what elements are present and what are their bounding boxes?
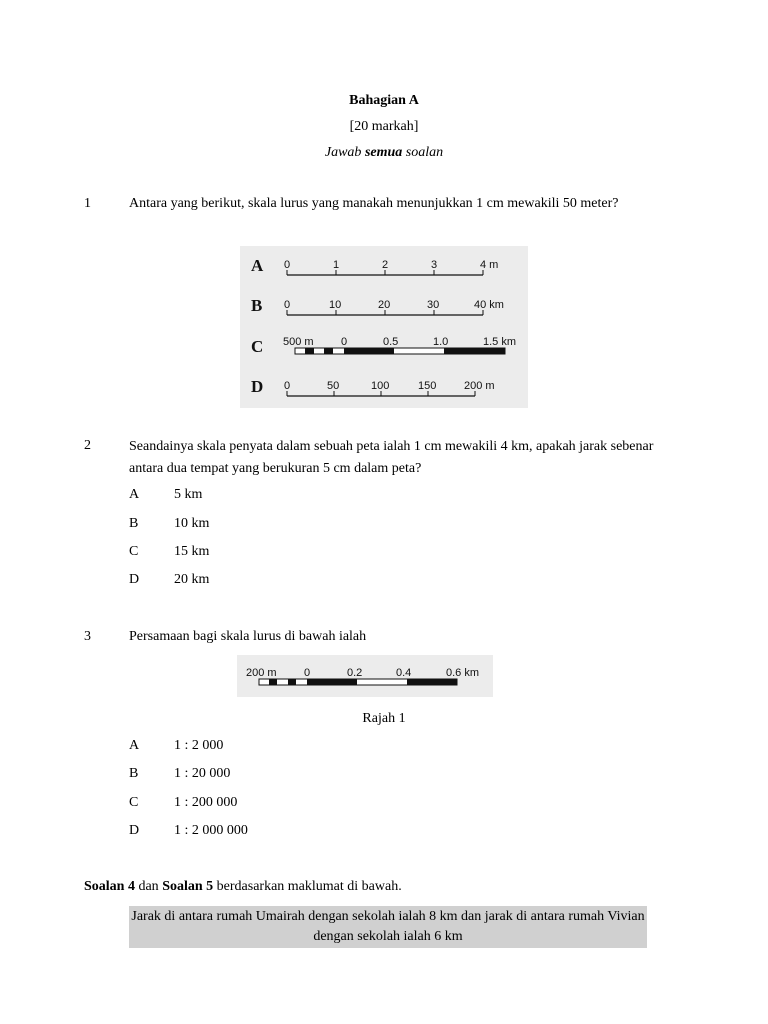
q2-option-value: 5 km: [174, 487, 203, 502]
q3-option-value: 1 : 20 000: [174, 766, 231, 781]
section-marks: [20 markah]: [349, 119, 419, 134]
scale-d-label: 0: [284, 380, 291, 392]
q2-option-label: C: [129, 544, 139, 559]
scale-a-label: 0: [284, 259, 291, 271]
q3-number: 3: [84, 629, 91, 644]
q1-number: 1: [84, 196, 91, 211]
instruction-bold: semua: [364, 145, 403, 160]
scale-a-label: 2: [382, 259, 389, 271]
scale-a-label: 3: [431, 259, 438, 271]
q3-option-value: 1 : 200 000: [174, 795, 238, 810]
scale-d-label: 200 m: [464, 380, 495, 392]
scale-c-label: 0.5: [383, 336, 399, 348]
q45-intro-mid: dan: [138, 879, 159, 894]
q45-intro-bold-2: Soalan 5: [162, 879, 214, 894]
section-title: Bahagian A: [349, 93, 419, 108]
scale-b-label: 0: [284, 299, 291, 311]
q2-option-label: B: [129, 516, 139, 531]
q2-option-label: D: [129, 572, 140, 587]
scale-b: [284, 299, 504, 315]
scale-d: [284, 380, 495, 396]
q45-intro-end: berdasarkan maklumat di bawah.: [216, 879, 402, 894]
scale-a-label: 1: [333, 259, 340, 271]
q3-option-label: B: [129, 766, 139, 781]
q3-scale-label: 0.6 km: [446, 667, 480, 679]
scale-c-label: 1.0: [433, 336, 449, 348]
q3-scale-label: 0: [304, 667, 311, 679]
scale-c: [283, 336, 516, 354]
q45-intro: [84, 879, 402, 895]
scale-d-label: 50: [327, 380, 340, 392]
q2-option-value: 15 km: [174, 544, 210, 559]
q3-text: Persamaan bagi skala lurus di bawah ialah: [129, 629, 367, 644]
q3-option-value: 1 : 2 000 000: [174, 823, 248, 838]
q2-option-label: A: [129, 487, 140, 502]
q3-scale-label: 0.4: [396, 667, 412, 679]
scale-c-label: 0: [341, 336, 348, 348]
scale-d-label: 100: [371, 380, 390, 392]
scale-a-letter: A: [251, 256, 264, 275]
q3-scale-label: 200 m: [246, 667, 277, 679]
scale-b-label: 30: [427, 299, 440, 311]
scale-a-label: 4 m: [480, 259, 499, 271]
instruction-pre: Jawab: [324, 145, 362, 160]
q2-number: 2: [84, 438, 91, 453]
q1-text: Antara yang berikut, skala lurus yang manakah menunjukkan 1 cm mewakili 50 meter?: [129, 196, 619, 211]
scale-d-letter: D: [251, 377, 264, 396]
scale-c-letter: C: [251, 337, 264, 356]
scale-a: [284, 259, 498, 275]
section-instruction: [0, 145, 768, 161]
q3-option-label: D: [129, 823, 140, 838]
q45-intro-bold-1: Soalan 4: [84, 879, 135, 894]
q3-scale-label: 0.2: [347, 667, 363, 679]
scale-b-letter: B: [251, 296, 263, 315]
scale-c-label: 1.5 km: [483, 336, 517, 348]
scale-b-label: 20: [378, 299, 391, 311]
scale-d-label: 150: [418, 380, 437, 392]
q2-option-value: 20 km: [174, 572, 210, 587]
q3-scale-figure: [237, 655, 493, 697]
q2-text: Seandainya skala penyata dalam sebuah peta ialah 1 cm mewakili 4 km, apakah jarak sebenar antara dua tempat yang berukuran 5 cm dalam peta?: [129, 439, 654, 476]
q3-option-label: C: [129, 795, 139, 810]
q3-option-label: A: [129, 738, 140, 753]
instruction-post: soalan: [405, 145, 444, 160]
scale-c-label: 500 m: [283, 336, 314, 348]
q3-option-value: 1 : 2 000: [174, 738, 224, 753]
figure-caption: Rajah 1: [362, 711, 406, 726]
scale-b-label: 40 km: [474, 299, 504, 311]
q2-option-value: 10 km: [174, 516, 210, 531]
scale-b-label: 10: [329, 299, 342, 311]
info-box: Jarak di antara rumah Umairah dengan sekolah ialah 8 km dan jarak di antara rumah Vivian dengan sekolah ialah 6 km: [129, 906, 647, 948]
q1-scale-figure: [240, 246, 528, 408]
